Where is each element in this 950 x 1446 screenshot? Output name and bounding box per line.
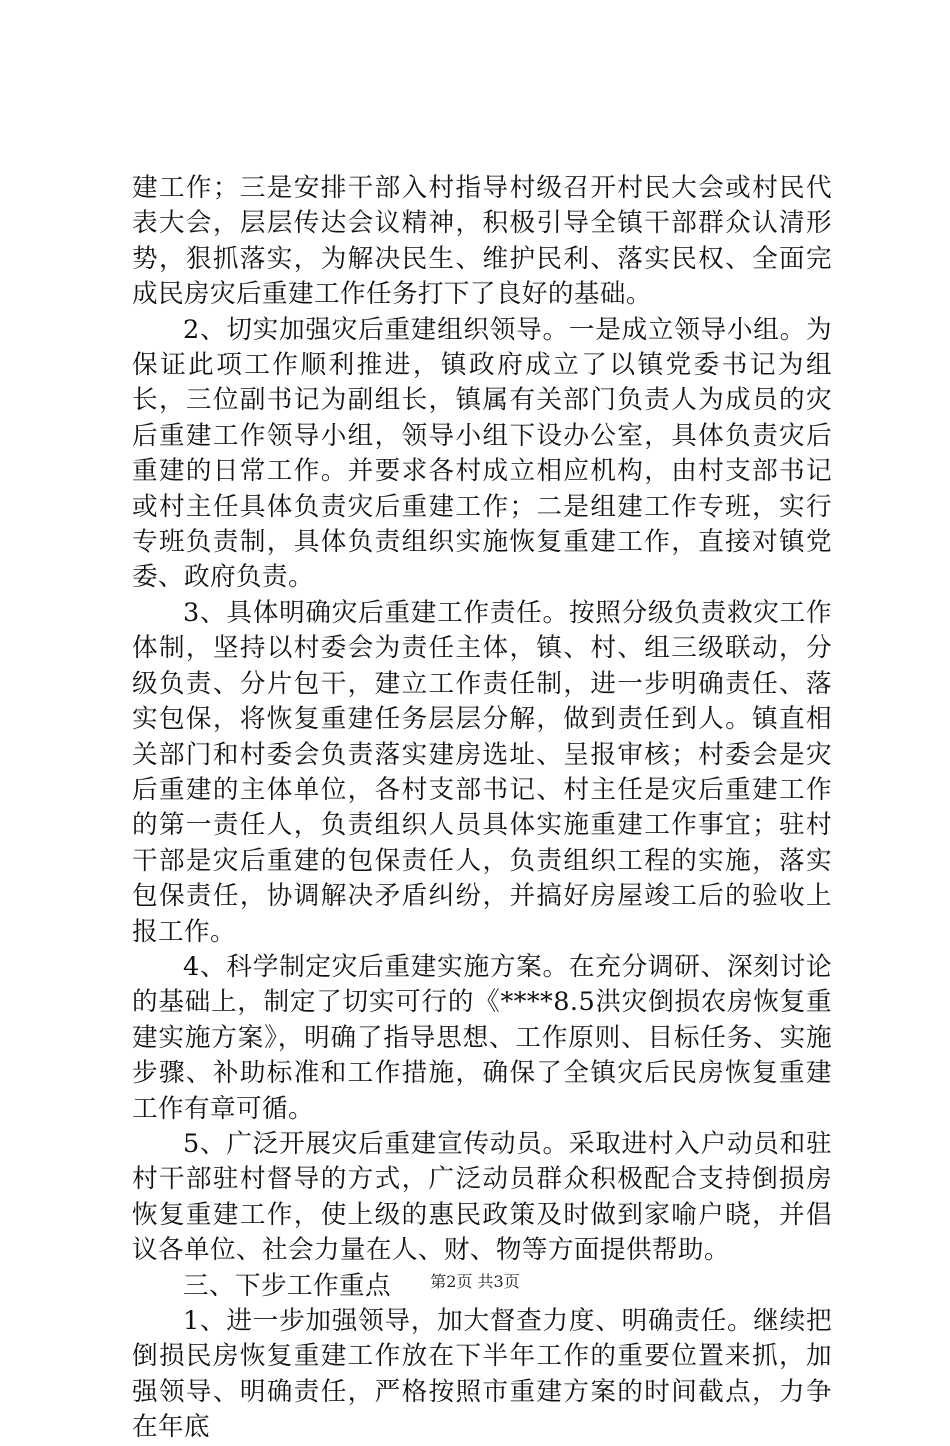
paragraph-responsibility: 3、具体明确灾后重建工作责任。按照分级负责救灾工作体制，坚持以村委会为责任主体，镇、村、组三级联动，分级负责、分片包干，建立工作责任制，进一步明确责任、落实包保，将恢复重建任务层层分解，做到责任到人。镇直相关部门和村委会负责落实建房选址、呈报审核；村委会是灾后重建的主体单位，各村支部书记、村主任是灾后重建工作的第一责任人，负责组织人员具体实施重建工作事宜；驻村干部是灾后重建的包保责任人，负责组织工程的实施，落实包保责任，协调解决矛盾纠纷，并搞好房屋竣工后的验收上报工作。 <box>132 597 832 947</box>
page-number-footer: 第2页 共3页 <box>430 1272 520 1291</box>
section-heading-next-steps: 三、下步工作重点 <box>183 1270 391 1301</box>
document-body <box>132 171 832 1446</box>
paragraph-publicity: 5、广泛开展灾后重建宣传动员。采取进村入户动员和驻村干部驻村督导的方式，广泛动员群众积极配合支持倒损房恢复重建工作，使上级的惠民政策及时做到家喻户晓，并倡议各单位、社会力量在人、财、物等方面提供帮助。 <box>132 1128 832 1266</box>
paragraph-strengthen-leadership: 1、进一步加强领导，加大督查力度、明确责任。继续把倒损民房恢复重建工作放在下半年工作的重要位置来抓，加强领导、明确责任，严格按照市重建方案的时间截点，力争在年底 <box>132 1306 832 1443</box>
paragraph-organization-leadership: 2、切实加强灾后重建组织领导。一是成立领导小组。为保证此项工作顺利推进，镇政府成立了以镇党委书记为组长，三位副书记为副组长，镇属有关部门负责人为成员的灾后重建工作领导小组，领导小组下设办公室，具体负责灾后重建的日常工作。并要求各村成立相应机构，由村支部书记或村主任具体负责灾后重建工作；二是组建工作专班，实行专班负责制，具体负责组织实施恢复重建工作，直接对镇党委、政府负责。 <box>132 314 832 593</box>
paragraph-continuation: 建工作；三是安排干部入村指导村级召开村民大会或村民代表大会，层层传达会议精神，积极引导全镇干部群众认清形势，狠抓落实，为解决民生、维护民利、落实民权、全面完成民房灾后重建工作任务打下了良好的基础。 <box>132 173 832 310</box>
paragraph-implementation-plan: 4、科学制定灾后重建实施方案。在充分调研、深刻讨论的基础上，制定了切实可行的《****8.5洪灾倒损农房恢复重建实施方案》，明确了指导思想、工作原则、目标任务、实施步骤、补助标准和工作措施，确保了全镇灾后民房恢复重建工作有章可循。 <box>132 951 832 1124</box>
